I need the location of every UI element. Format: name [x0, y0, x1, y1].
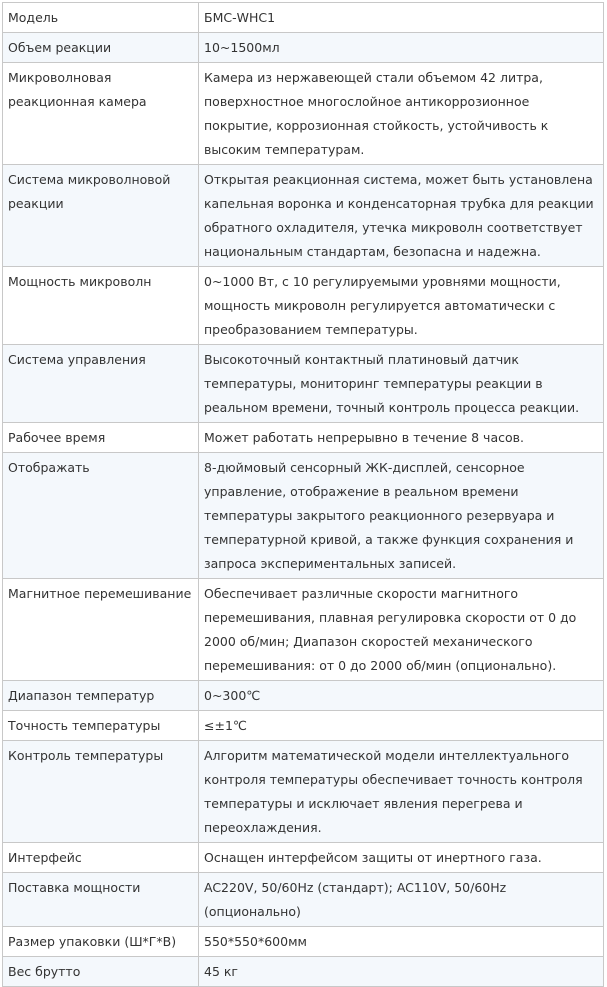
spec-key: Рабочее время: [3, 423, 199, 453]
spec-key: Отображать: [3, 453, 199, 579]
table-row: [3, 63, 604, 165]
spec-key: Объем реакции: [3, 33, 199, 63]
spec-value: Может работать непрерывно в течение 8 часов.: [199, 423, 604, 453]
table-row: [3, 741, 604, 843]
spec-key: Вес брутто: [3, 957, 199, 987]
spec-value: 550*550*600мм: [199, 927, 604, 957]
table-row: [3, 843, 604, 873]
table-row: [3, 423, 604, 453]
table-row: [3, 267, 604, 345]
spec-key: Диапазон температур: [3, 681, 199, 711]
table-row: [3, 711, 604, 741]
spec-value: 0~1000 Вт, с 10 регулируемыми уровнями мощности, мощность микроволн регулируется автоматически с преобразованием температуры.: [199, 267, 604, 345]
table-row: [3, 453, 604, 579]
spec-value: Обеспечивает различные скорости магнитного перемешивания, плавная регулировка скорости от 0 до 2000 об/мин; Диапазон скоростей механического перемешивания: от 0 до 2000 об/мин (опционально).: [199, 579, 604, 681]
spec-value: БМС-WHC1: [199, 3, 604, 33]
spec-key: Поставка мощности: [3, 873, 199, 927]
spec-value: AC220V, 50/60Hz (стандарт); AC110V, 50/60Hz (опционально): [199, 873, 604, 927]
spec-key: Мощность микроволн: [3, 267, 199, 345]
spec-key: Размер упаковки (Ш*Г*В): [3, 927, 199, 957]
spec-value: 10~1500мл: [199, 33, 604, 63]
spec-key: Точность температуры: [3, 711, 199, 741]
spec-key: Микроволновая реакционная камера: [3, 63, 199, 165]
spec-value: 45 кг: [199, 957, 604, 987]
spec-value: Камера из нержавеющей стали объемом 42 литра, поверхностное многослойное антикоррозионное покрытие, коррозионная стойкость, устойчивость к высоким температурам.: [199, 63, 604, 165]
table-row: [3, 579, 604, 681]
table-row: [3, 345, 604, 423]
spec-value: Оснащен интерфейсом защиты от инертного газа.: [199, 843, 604, 873]
spec-value: Открытая реакционная система, может быть установлена капельная воронка и конденсаторная трубка для реакции обратного охладителя, утечка микроволн соответствует национальным стандартам, безопасна и надежна.: [199, 165, 604, 267]
table-row: [3, 957, 604, 987]
table-row: [3, 873, 604, 927]
spec-value: ≤±1℃: [199, 711, 604, 741]
table-row: [3, 3, 604, 33]
spec-key: Система управления: [3, 345, 199, 423]
spec-key: Модель: [3, 3, 199, 33]
table-row: [3, 681, 604, 711]
spec-value: Алгоритм математической модели интеллектуального контроля температуры обеспечивает точность контроля температуры и исключает явления перегрева и переохлаждения.: [199, 741, 604, 843]
spec-key: Контроль температуры: [3, 741, 199, 843]
spec-table: [2, 2, 604, 987]
spec-key: Система микроволновой реакции: [3, 165, 199, 267]
spec-key: Интерфейс: [3, 843, 199, 873]
spec-value: Высокоточный контактный платиновый датчик температуры, мониторинг температуры реакции в реальном времени, точный контроль процесса реакции.: [199, 345, 604, 423]
table-row: [3, 927, 604, 957]
table-row: [3, 165, 604, 267]
spec-key: Магнитное перемешивание: [3, 579, 199, 681]
spec-value: 0~300℃: [199, 681, 604, 711]
spec-value: 8-дюймовый сенсорный ЖК-дисплей, сенсорное управление, отображение в реальном времени температуры закрытого реакционного резервуара и температурной кривой, а также функция сохранения и запроса экспериментальных записей.: [199, 453, 604, 579]
table-row: [3, 33, 604, 63]
